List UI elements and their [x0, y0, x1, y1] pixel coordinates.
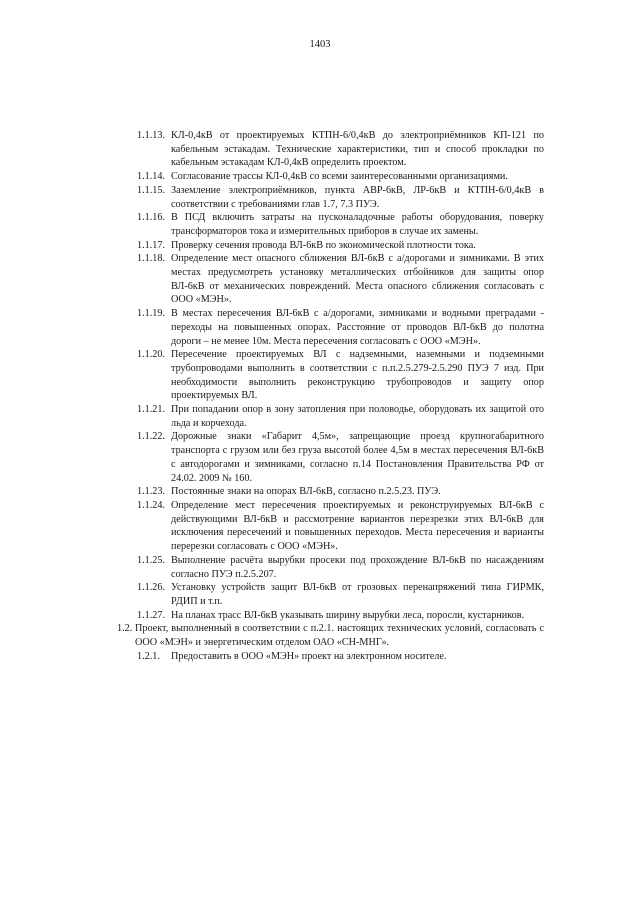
item-number: 1.1.23. — [137, 486, 166, 498]
item-number: 1.1.13. — [137, 130, 166, 141]
list-item — [0, 581, 640, 608]
item-text: Определение мест пересечения проектируемых и реконструируемых ВЛ-6кВ с действующими ВЛ-6кВ и рассмотрение вариантов перезрезки этих ВЛ-6кВ для исключения пересечений и повышенных переходов. Места пересечения и варианты перерезки согласовать с ООО «МЭН». — [171, 499, 544, 553]
item-number: 1.1.14. — [137, 171, 166, 183]
list-item — [0, 348, 640, 403]
item-text: Установку устройств защит ВЛ-6кВ от грозовых перенапряжений типа ГИРМК, РДИП и т.п. — [171, 582, 544, 607]
item-number: 1.1.25. — [137, 554, 166, 566]
item-text: Пересечение проектируемых ВЛ с надземными, наземными и подземными трубопроводами выполнить в соответствии с п.п.2.5.279-2.5.290 ПУЭ 7 изд. При необходимости выполнить реконструкцию трубопроводов и защиту опор проектируемых ВЛ. — [171, 349, 544, 402]
item-text: Определение мест опасного сближения ВЛ-6кВ с а/дорогами и зимниками. В этих местах предусмотреть установку металлических отбойников для защиты опор ВЛ-6кВ от механических повреждений. Места опасного сближения согласовать с ООО «МЭН». — [171, 253, 544, 306]
section-item — [0, 622, 640, 649]
item-number: 1.1.18. — [137, 253, 166, 265]
item-number: 1.1.17. — [137, 239, 166, 251]
item-number: 1.1.15. — [137, 184, 166, 196]
item-number: 1.1.21. — [137, 404, 166, 416]
item-text: Проверку сечения провода ВЛ-6кВ по экономической плотности тока. — [171, 239, 476, 251]
item-number: 1.1.26. — [137, 582, 166, 594]
list-item — [0, 403, 640, 430]
item-text: Выполнение расчёта вырубки просеки под прохождение ВЛ-6кВ по насаждениям согласно ПУЭ п.2.5.207. — [171, 554, 544, 580]
list-item — [0, 211, 640, 238]
list-item — [0, 650, 640, 664]
list-item — [0, 239, 640, 253]
item-text: Проект, выполненный в соответствии с п.2.1. настоящих технических условий, согласовать с ООО «МЭН» и энергетическим отделом ОАО «СН-МНГ». — [135, 623, 544, 649]
list-item — [0, 170, 640, 184]
list-item — [0, 499, 640, 554]
item-number: 1.2.1. — [137, 650, 160, 662]
page-number: 1403 — [309, 39, 331, 50]
item-text: При попадании опор в зону затопления при половодье, оборудовать их защитой ото льда и корчехода. — [171, 404, 544, 429]
list-item — [0, 252, 640, 307]
list-item — [0, 609, 640, 623]
list-item — [0, 554, 640, 581]
list-item — [0, 485, 640, 499]
list-item — [0, 430, 640, 485]
item-text: Дорожные знаки «Габарит 4,5м», запрещающие проезд крупногабаритного транспорта с грузом или без груза высотой более 4,5м в местах пересечения ВЛ-6кВ с автодорогами и зимниками, согласно п.14 Постановления Правительства РФ от 24.02. 2009 № 160. — [171, 431, 544, 484]
item-text: На планах трасс ВЛ-6кВ указывать ширину вырубки леса, поросли, кустарников. — [171, 609, 525, 621]
item-number: 1.2. — [117, 623, 133, 635]
item-text: КЛ-0,4кВ от проектируемых КТПН-6/0,4кВ до электроприёмников КП-121 по кабельным эстакадам. Технические характеристики, тип и способ прокладки по кабельным эстакадам КЛ-0,4кВ определить проектом. — [171, 130, 544, 169]
item-text: В ПСД включить затраты на пусконаладочные работы оборудования, поверку трансформаторов тока и измерительных приборов в случае их замены. — [171, 212, 544, 237]
list-item — [0, 307, 640, 348]
item-number: 1.1.19. — [137, 308, 166, 320]
item-number: 1.1.22. — [137, 431, 166, 443]
document-body — [0, 129, 640, 663]
item-text: Согласование трассы КЛ-0,4кВ со всеми заинтересованными организациями. — [171, 171, 508, 183]
list-item — [0, 184, 640, 211]
item-text: В местах пересечения ВЛ-6кВ с а/дорогами, зимниками и водными преградами - переходы на повышенных опорах. Расстояние от проводов ВЛ-6кВ до полотна дороги – не менее 10м. Места пересечения согласовать с ООО «МЭН». — [171, 308, 544, 347]
item-text: Постоянные знаки на опорах ВЛ-6кВ, согласно п.2.5.23. ПУЭ. — [171, 486, 441, 498]
item-number: 1.1.16. — [137, 212, 166, 224]
list-item — [0, 129, 640, 170]
item-text: Предоставить в ООО «МЭН» проект на электронном носителе. — [171, 650, 447, 662]
item-text: Заземление электроприёмников, пункта АВР-6кВ, ЛР-6кВ и КТПН-6/0,4кВ в соответствии с требованиями глав 1.7, 7.3 ПУЭ. — [171, 184, 544, 210]
item-number: 1.1.24. — [137, 499, 166, 511]
item-number: 1.1.20. — [137, 349, 166, 361]
item-number: 1.1.27. — [137, 609, 166, 621]
